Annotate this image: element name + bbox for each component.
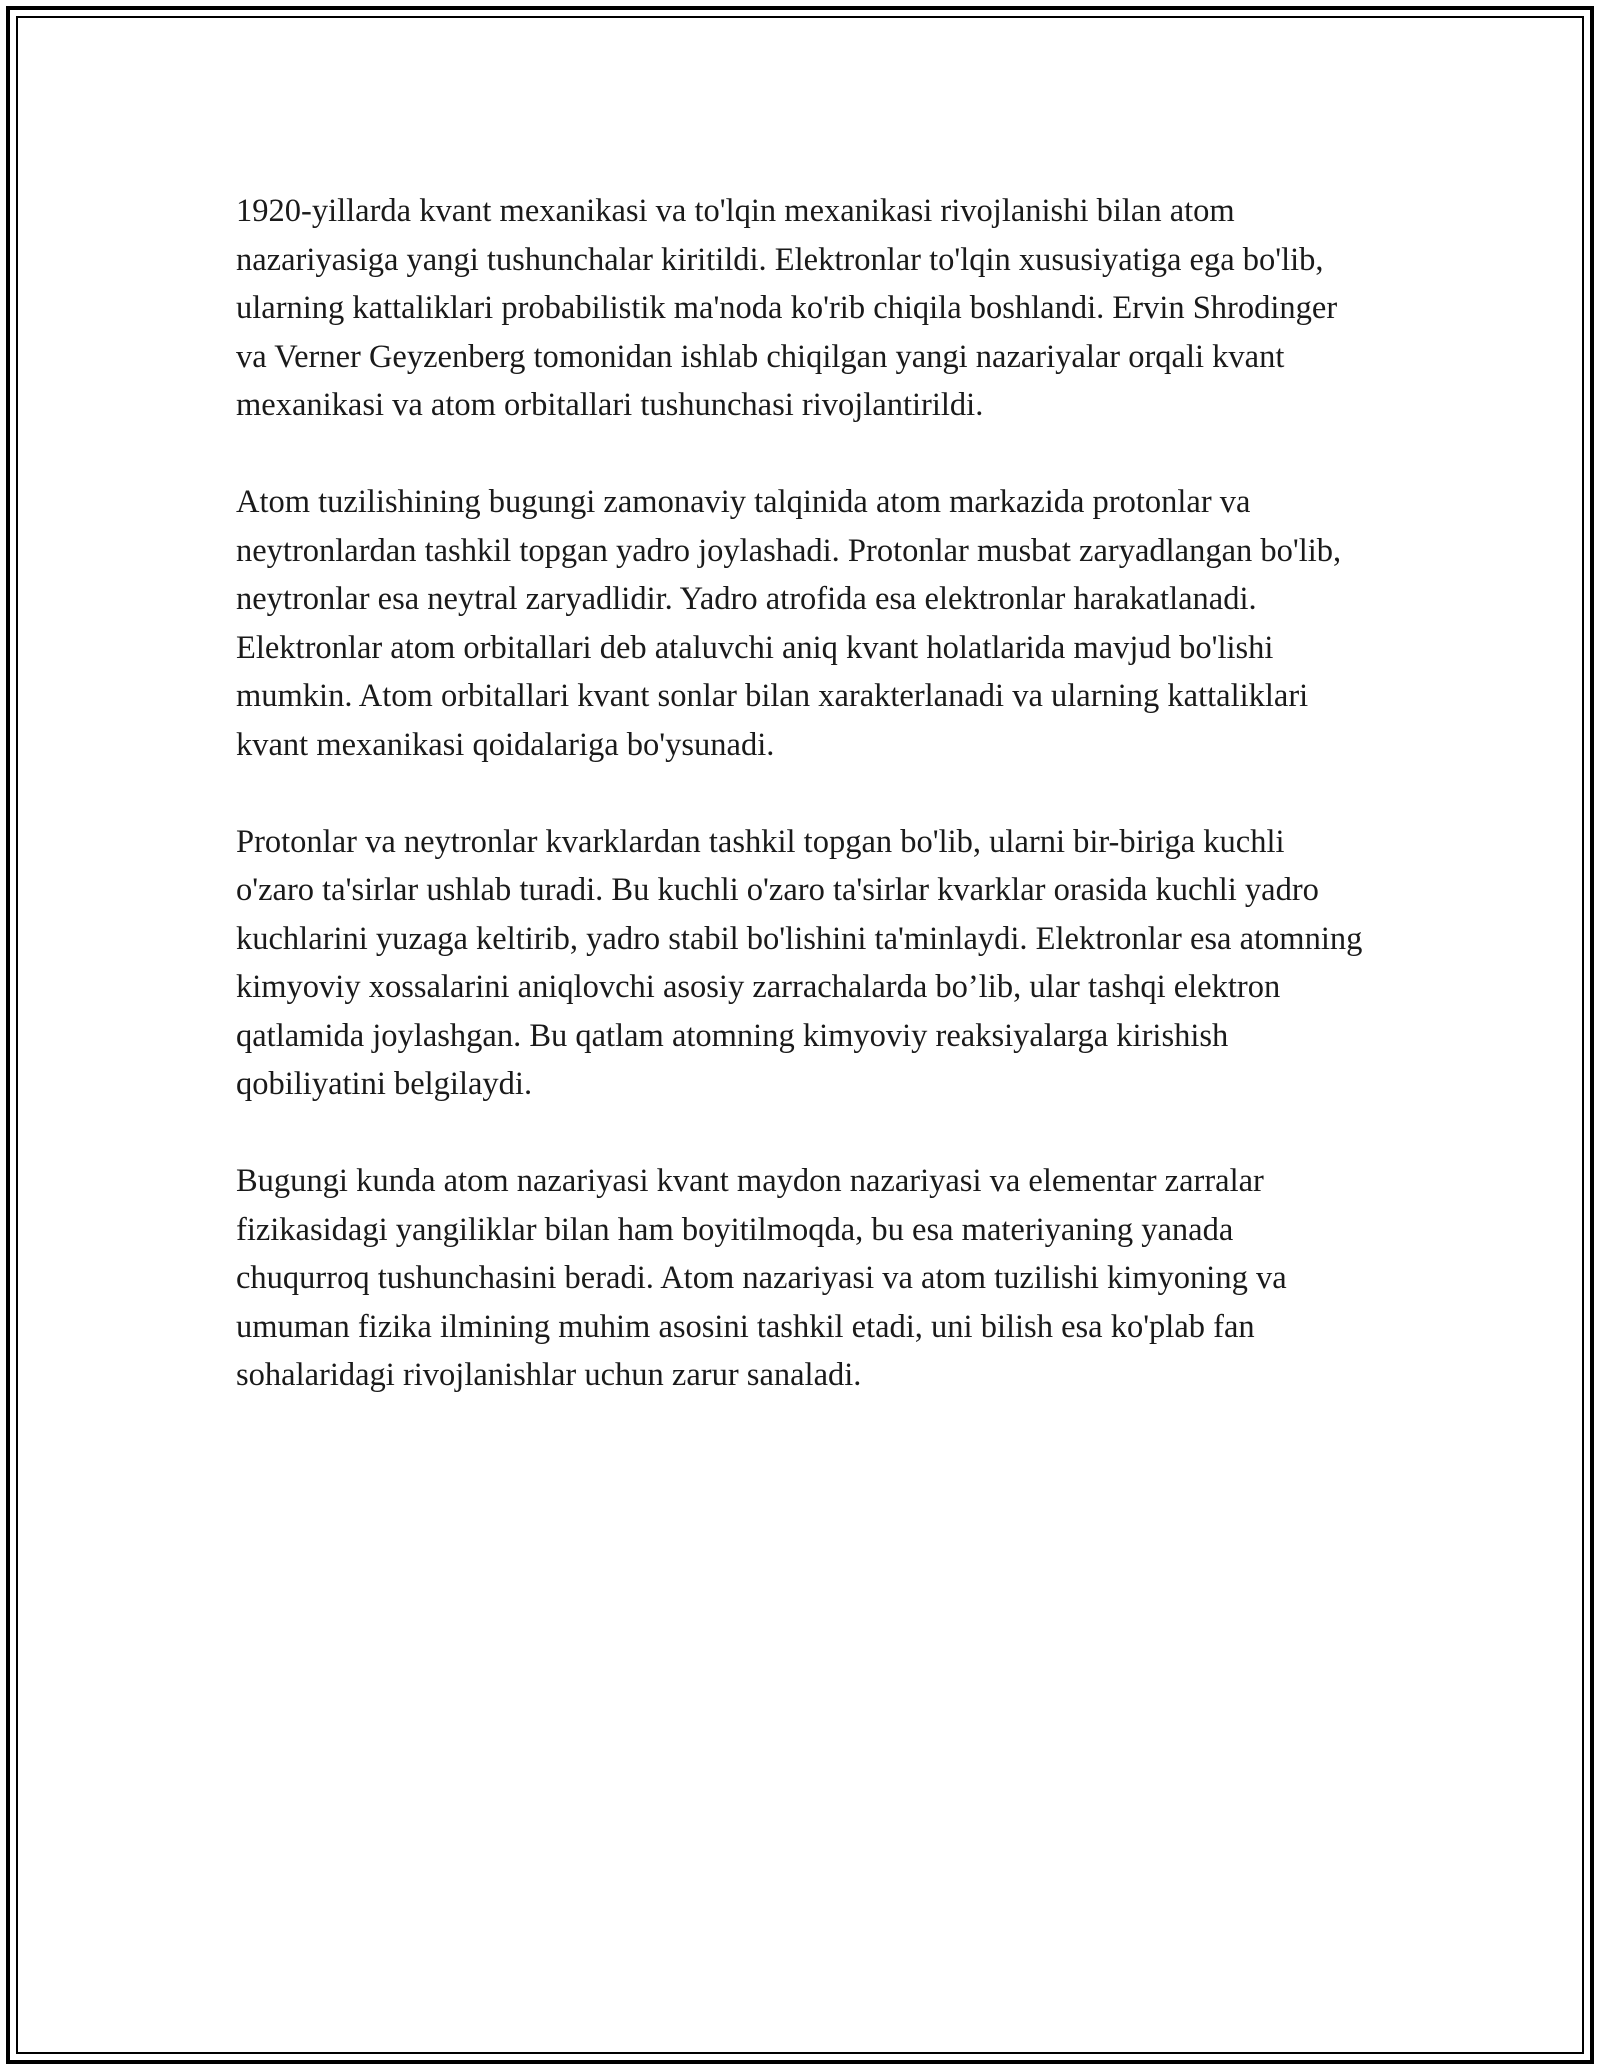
paragraph-3: Protonlar va neytronlar kvarklardan tashkil topgan bo'lib, ularni bir-biriga kuchli o'zaro ta'sirlar ushlab turadi. Bu kuchli o'zaro ta'sirlar kvarklar orasida kuchli yadro kuchlarini yuzaga keltirib, yadro stabil bo'lishini ta'minlaydi. Elektronlar esa atomning kimyoviy xossalarini aniqlovchi asosiy zarrachalarda bo’lib, ular tashqi elektron qatlamida joylashgan. Bu qatlam atomning kimyoviy reaksiyalarga kirishish qobiliyatini belgilaydi.: [236, 823, 1363, 1102]
paragraph-2: Atom tuzilishining bugungi zamonaviy talqinida atom markazida protonlar va neytronlardan tashkil topgan yadro joylashadi. Protonlar musbat zaryadlangan bo'lib, neytronlar esa neytral zaryadlidir. Yadro atrofida esa elektronlar harakatlanadi. Elektronlar atom orbitallari deb ataluvchi aniq kvant holatlarida mavjud bo'lishi mumkin. Atom orbitallari kvant sonlar bilan xarakterlanadi va ularning kattaliklari kvant mexanikasi qoidalariga bo'ysunadi.: [236, 484, 1342, 763]
paragraph-1: 1920-yillarda kvant mexanikasi va to'lqin mexanikasi rivojlanishi bilan atom nazariyasiga yangi tushunchalar kiritildi. Elektronlar to'lqin xususiyatiga ega bo'lib, ularning kattaliklari probabilistik ma'noda ko'rib chiqila boshlandi. Ervin Shrodinger va Verner Geyzenberg tomonidan ishlab chiqilgan yangi nazariyalar orqali kvant mexanikasi va atom orbitallari tushunchasi rivojlantirildi.: [236, 193, 1338, 423]
paragraph-4: Bugungi kunda atom nazariyasi kvant maydon nazariyasi va elementar zarralar fizikasidagi yangiliklar bilan ham boyitilmoqda, bu esa materiyaning yanada chuqurroq tushunchasini beradi. Atom nazariyasi va atom tuzilishi kimyoning va umuman fizika ilmining muhim asosini tashkil etadi, uni bilish esa ko'plab fan sohalaridagi rivojlanishlar uchun zarur sanaladi.: [236, 1163, 1287, 1393]
document-body: [236, 187, 1366, 1448]
